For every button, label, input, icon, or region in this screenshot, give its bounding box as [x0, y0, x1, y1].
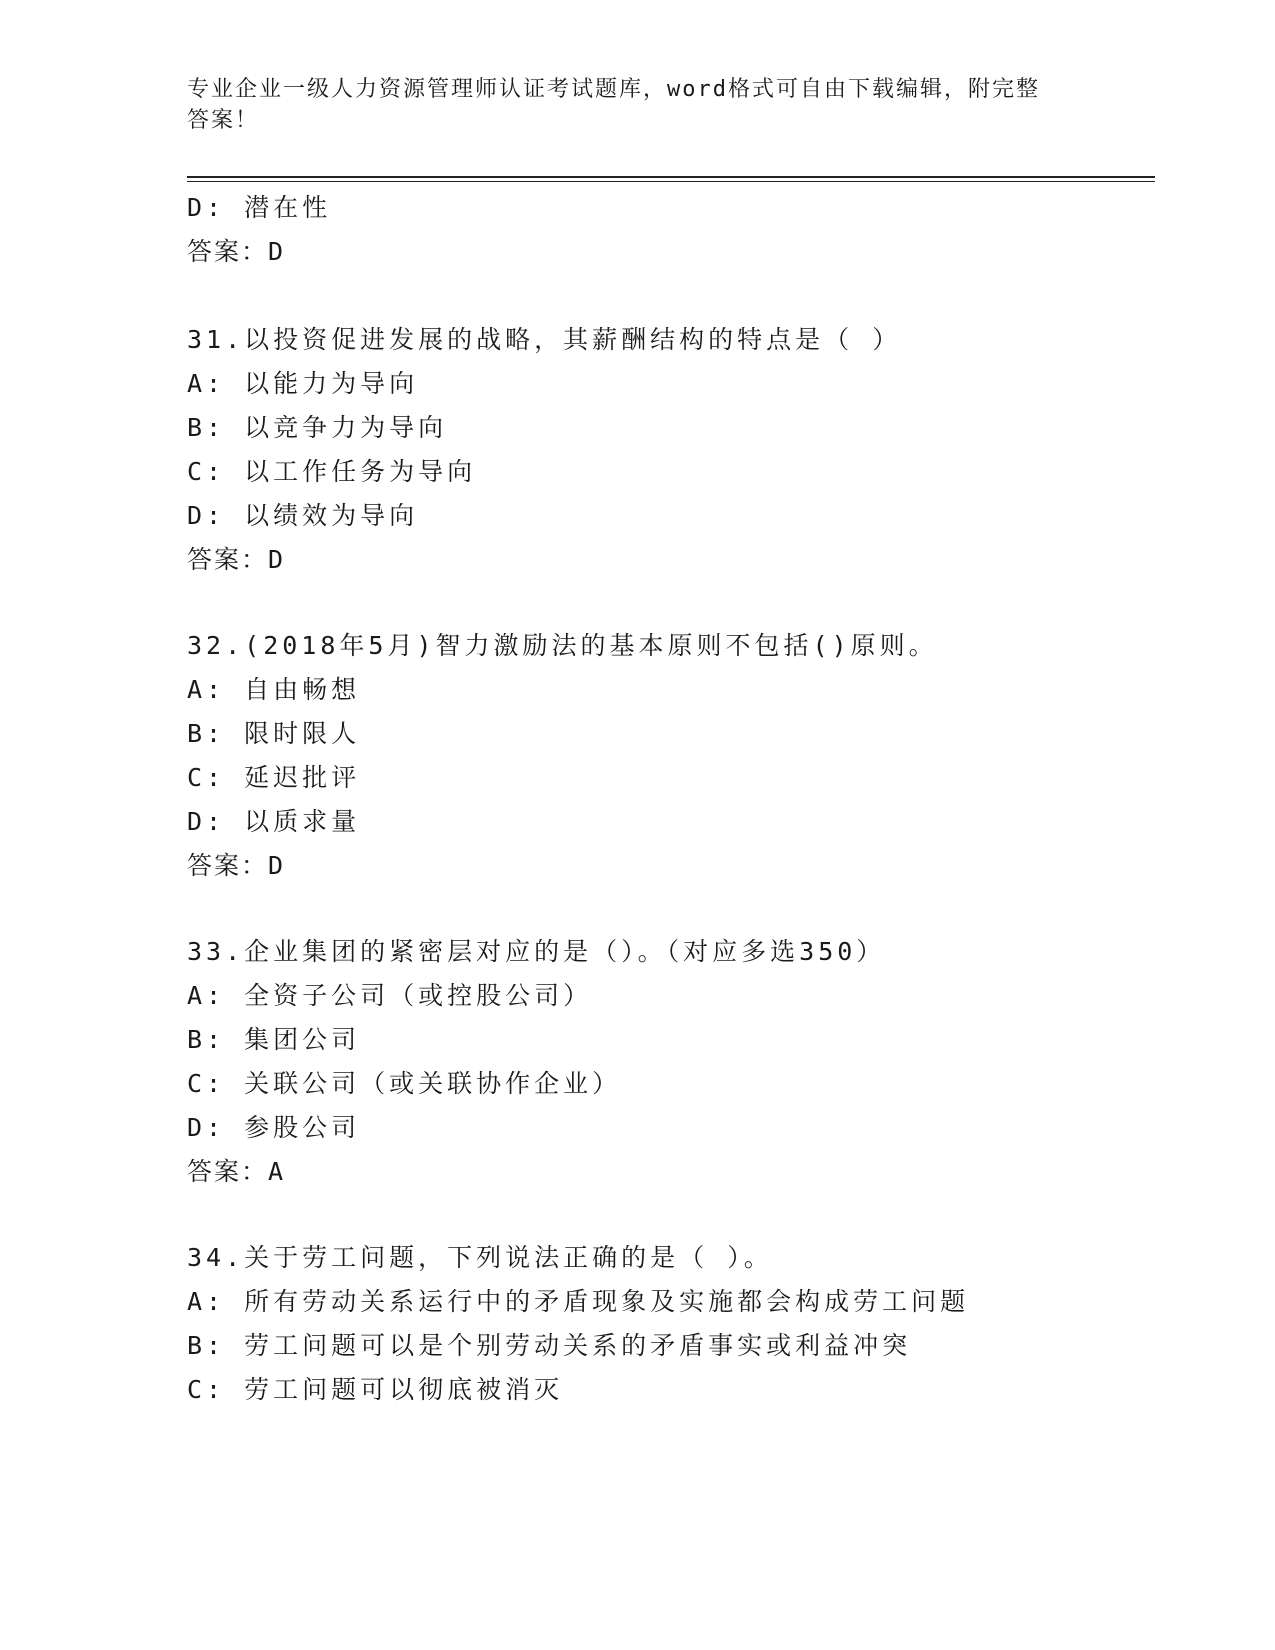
question-33-stem: 33.企业集团的紧密层对应的是（）。（对应多选350） — [187, 937, 886, 966]
answer-label: 答案： — [187, 1157, 269, 1186]
answer-label: 答案： — [187, 545, 269, 574]
question-33-answer — [187, 1156, 285, 1188]
page-header — [187, 74, 1087, 136]
question-32-option-a: A: 自由畅想 — [187, 675, 361, 704]
answer-value: D — [268, 237, 286, 266]
question-33-option-d: D: 参股公司 — [187, 1113, 361, 1142]
question-31-option-d: D: 以绩效为导向 — [187, 501, 419, 530]
answer-label: 答案： — [187, 851, 269, 880]
question-32-option-d: D: 以质求量 — [187, 807, 361, 836]
question-32-option-c: C: 延迟批评 — [187, 763, 361, 792]
option-d: D: 潜在性 — [187, 193, 332, 222]
question-32-option-b: B: 限时限人 — [187, 719, 361, 748]
question-32-answer — [187, 850, 285, 882]
question-34-option-a: A: 所有劳动关系运行中的矛盾现象及实施都会构成劳工问题 — [187, 1287, 970, 1316]
question-33-option-c: C: 关联公司（或关联协作企业） — [187, 1069, 622, 1098]
answer-label: 答案： — [187, 237, 269, 266]
answer-value: A — [268, 1157, 286, 1186]
answer-line — [187, 236, 285, 268]
header-divider — [187, 176, 1155, 182]
question-31-option-a: A: 以能力为导向 — [187, 369, 419, 398]
question-33-option-a: A: 全资子公司（或控股公司） — [187, 981, 593, 1010]
question-34-option-b: B: 劳工问题可以是个别劳动关系的矛盾事实或利益冲突 — [187, 1331, 912, 1360]
question-31-option-c: C: 以工作任务为导向 — [187, 457, 477, 486]
question-32-stem: 32.(2018年5月)智力激励法的基本原则不包括()原则。 — [187, 631, 938, 660]
header-line-2: 答案！ — [187, 108, 260, 133]
question-34-option-c: C: 劳工问题可以彻底被消灭 — [187, 1375, 564, 1404]
question-33-option-b: B: 集团公司 — [187, 1025, 361, 1054]
answer-value: D — [268, 545, 286, 574]
question-31-option-b: B: 以竞争力为导向 — [187, 413, 448, 442]
header-line-1: 专业企业一级人力资源管理师认证考试题库，word格式可自由下载编辑，附完整 — [187, 77, 1040, 102]
question-31-stem: 31.以投资促进发展的战略，其薪酬结构的特点是（ ） — [187, 325, 902, 354]
answer-value: D — [268, 851, 286, 880]
question-31-answer — [187, 544, 285, 576]
question-34-stem: 34.关于劳工问题，下列说法正确的是（ ）。 — [187, 1243, 773, 1272]
